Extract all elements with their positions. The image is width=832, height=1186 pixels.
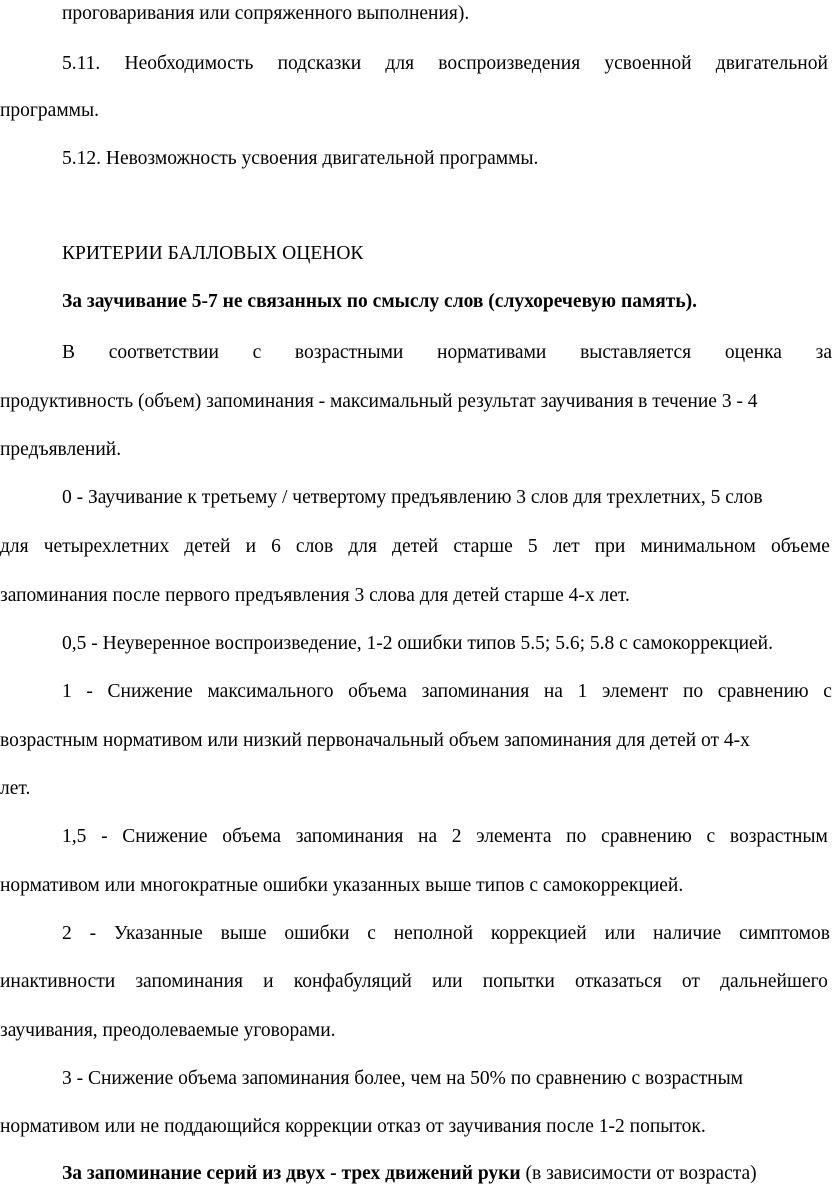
word: ошибки (284, 923, 350, 944)
text-line: проговаривания или сопряженного выполнения). (62, 3, 470, 24)
text-line-justified (62, 922, 830, 946)
word: слов (295, 536, 334, 557)
word: лет (552, 536, 580, 557)
word: симптомов (739, 923, 830, 944)
word: 2 (451, 826, 462, 847)
word: 1 (62, 681, 72, 702)
word: сравнению (717, 681, 809, 702)
word: элемент (601, 681, 669, 702)
word: выставляется (580, 342, 692, 363)
word: объеме (770, 536, 830, 557)
word: дальнейшего (720, 971, 828, 992)
word: 1,5 (62, 826, 87, 847)
word: с (367, 923, 376, 944)
word: и (263, 971, 274, 992)
word: 6 (271, 536, 281, 557)
word: на (418, 826, 438, 847)
word: выше (220, 923, 267, 944)
word: или (604, 923, 636, 944)
word: на (543, 681, 563, 702)
word: нормативами (437, 342, 547, 363)
word: запоминания (135, 971, 243, 992)
text-line-justified (62, 52, 828, 76)
word: минимальном (640, 536, 756, 557)
word: инактивности (0, 971, 116, 992)
word: конфабуляций (293, 971, 412, 992)
text-line: заучивания, преодолеваемые уговорами. (0, 1020, 336, 1041)
word: элемента (476, 826, 552, 847)
word: отказаться (575, 971, 662, 992)
text-line-justified (62, 680, 832, 704)
word: или (431, 971, 463, 992)
word: 2 (62, 923, 72, 944)
text-line-justified (0, 970, 828, 994)
word: наличие (652, 923, 722, 944)
word: с (823, 681, 832, 702)
word: запоминания (421, 681, 530, 702)
word: 5.11. (62, 53, 101, 74)
word: - (86, 681, 93, 702)
word: соответствии (108, 342, 219, 363)
word: двигательной (715, 53, 828, 74)
word: попытки (482, 971, 555, 992)
text-line: 3 - Снижение объема запоминания более, чем на 50% по сравнению с возрастным (62, 1068, 744, 1089)
word: Снижение (122, 826, 208, 847)
text-line: лет. (0, 778, 31, 799)
word: по (682, 681, 704, 702)
word: воспроизведения (438, 53, 581, 74)
subsection-heading-line (62, 1162, 757, 1186)
word: и (245, 536, 257, 557)
text-line-justified (0, 535, 830, 559)
word: при (594, 536, 626, 557)
word: Необходимость (124, 53, 254, 74)
word: коррекцией (490, 923, 587, 944)
text-line: нормативом или не поддающийся коррекции отказ от заучивания после 1-2 попыток. (0, 1116, 706, 1137)
word: Снижение (107, 681, 193, 702)
text-line: нормативом или многократные ошибки указанных выше типов с самокоррекцией. (0, 875, 684, 896)
word: для (348, 536, 377, 557)
word: четырехлетних (43, 536, 170, 557)
word: старше (453, 536, 513, 557)
word: неполной (393, 923, 474, 944)
word: для (0, 536, 29, 557)
word: с (706, 826, 716, 847)
text-line: программы. (0, 100, 99, 121)
word: сравнению (601, 826, 692, 847)
word: объема (348, 681, 407, 702)
text-line: 0,5 - Неуверенное воспроизведение, 1-2 ошибки типов 5.5; 5.6; 5.8 с самокоррекцией. (62, 633, 773, 654)
text-line-justified (62, 341, 832, 365)
text-line-justified (62, 825, 828, 849)
text-line: 0 - Заучивание к третьему / четвертому предъявлению 3 слов для трехлетних, 5 слов (62, 487, 763, 508)
word: объема (222, 826, 282, 847)
word: 5 (527, 536, 538, 557)
word: детей (184, 536, 231, 557)
subsection-heading: За заучивание 5-7 не связанных по смыслу слов (слухоречевую память). (62, 291, 698, 312)
subsection-heading: За запоминание серий из двух - трех движений руки (62, 1163, 521, 1184)
word: максимального (207, 681, 334, 702)
word: усвоенной (604, 53, 692, 74)
text-line: запоминания после первого предъявления 3 слова для детей старше 4-х лет. (0, 585, 630, 606)
word: детей (392, 536, 439, 557)
word: - (101, 826, 108, 847)
word: от (681, 971, 700, 992)
word: - (89, 923, 97, 944)
word: 1 (577, 681, 588, 702)
word: за (815, 342, 832, 363)
word: с (252, 342, 262, 363)
word: по (566, 826, 587, 847)
section-heading: КРИТЕРИИ БАЛЛОВЫХ ОЦЕНОК (62, 243, 364, 264)
text-line: 5.12. Невозможность усвоения двигательной программы. (62, 148, 539, 169)
text-line: возрастным нормативом или низкий первоначальный объем запоминания для детей от 4-х (0, 730, 750, 751)
word: возрастными (294, 342, 404, 363)
word: оценка (724, 342, 782, 363)
text-line: предъявлений. (0, 439, 122, 460)
word: запоминания (295, 826, 404, 847)
word: для (385, 53, 415, 74)
word: Указанные (113, 923, 203, 944)
heading-note: (в зависимости от возраста) (520, 1163, 757, 1184)
word: возрастным (729, 826, 828, 847)
word: В (62, 342, 76, 363)
text-line: продуктивность (объем) запоминания - максимальный результат заучивания в течение 3 - 4 (0, 391, 758, 412)
word: подсказки (277, 53, 362, 74)
